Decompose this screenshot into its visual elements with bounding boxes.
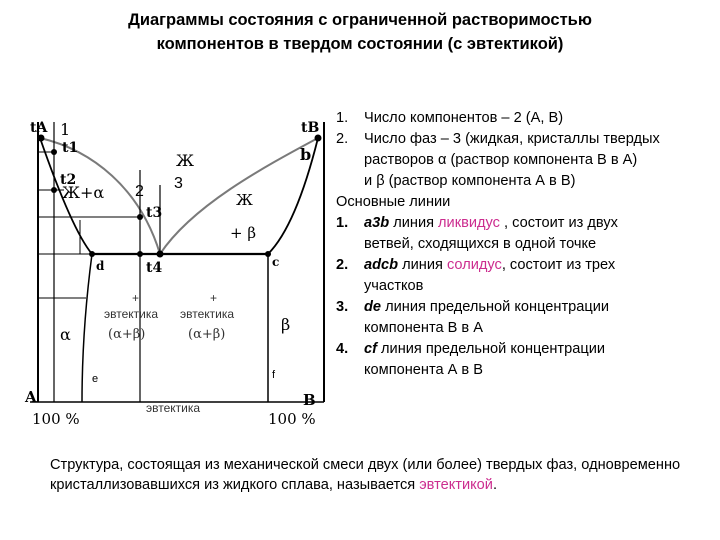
label-t2: t2 bbox=[60, 172, 77, 188]
region-eutectic-left-plus: + bbox=[132, 291, 140, 305]
list-item-liquidus bbox=[330, 213, 718, 234]
main-lines-heading bbox=[330, 192, 718, 213]
list-text: Число компонентов – 2 (А, В) bbox=[364, 110, 564, 126]
list-text: Число фаз – 3 (жидкая, кристаллы твердых bbox=[364, 131, 660, 147]
point-c bbox=[265, 251, 271, 257]
label-t3: t3 bbox=[146, 205, 163, 221]
list-text: ветвей, сходящихся в одной точке bbox=[364, 236, 597, 252]
point-t3 bbox=[137, 214, 143, 220]
region-eutectic-right-formula: (α+β) bbox=[188, 327, 226, 342]
list-number: 1. bbox=[336, 215, 349, 231]
label-e: e bbox=[92, 373, 99, 385]
point-eutectic bbox=[157, 251, 164, 258]
list-text: и β (раствор компонента А в В) bbox=[364, 173, 576, 189]
definition-text: Структура, состоящая из механической смеси двух (или более) твердых фаз, одновременно кристаллизовавшихся из жидкого сплава, называется bbox=[50, 457, 681, 493]
eutectic-definition bbox=[50, 455, 700, 495]
label-f: f bbox=[272, 369, 276, 381]
definition-end: . bbox=[492, 477, 498, 493]
line-name: а3b bbox=[364, 215, 390, 231]
region-liquid-beta-top: Ж bbox=[236, 191, 253, 209]
label-B: B bbox=[303, 391, 316, 409]
region-alpha: α bbox=[60, 325, 71, 344]
list-text: , состоит из двух bbox=[499, 215, 618, 231]
list-text: линия bbox=[398, 257, 447, 273]
list-item-phases-cont bbox=[330, 171, 718, 192]
page-title: Диаграммы состояния с ограниченной растворимостью компонентов в твердом состоянии (с эвтектикой) bbox=[128, 11, 592, 53]
line-name: adcb bbox=[364, 257, 399, 273]
label-tA: tA bbox=[30, 120, 48, 136]
list-item-solvus-de-cont bbox=[330, 318, 718, 339]
list-item-phases-cont bbox=[330, 150, 718, 171]
list-number: 1. bbox=[336, 110, 349, 126]
region-liquid-alpha: Ж+α bbox=[62, 183, 105, 202]
label-t4: t4 bbox=[146, 260, 163, 276]
region-eutectic-right-name: эвтектика bbox=[180, 307, 235, 321]
list-text: линия предельной концентрации bbox=[381, 299, 610, 315]
region-eutectic-left-formula: (α+β) bbox=[108, 327, 146, 342]
line-name: de bbox=[364, 299, 382, 315]
heading-text: Основные линии bbox=[336, 194, 451, 210]
solvus-de bbox=[82, 254, 92, 402]
list-text: линия предельной концентрации bbox=[376, 341, 606, 357]
region-eutectic-left-name: эвтектика bbox=[104, 307, 159, 321]
label-d: d bbox=[96, 259, 105, 273]
region-eutectic-right-plus: + bbox=[210, 291, 218, 305]
properties-list bbox=[330, 108, 718, 381]
list-item-solidus bbox=[330, 255, 718, 276]
list-number: 3. bbox=[336, 299, 349, 315]
label-3: 3 bbox=[174, 175, 183, 192]
term-eutectic: эвтектикой bbox=[419, 477, 493, 493]
list-item-phases bbox=[330, 129, 718, 150]
term-solidus: солидус bbox=[446, 257, 502, 273]
list-text: участков bbox=[364, 278, 424, 294]
list-item-liquidus-cont bbox=[330, 234, 718, 255]
region-beta: β bbox=[281, 315, 291, 334]
point-t1 bbox=[51, 149, 57, 155]
list-text: компонента А в В bbox=[364, 362, 483, 378]
list-item-solvus-cf-cont bbox=[330, 360, 718, 381]
list-number: 2. bbox=[336, 131, 349, 147]
list-text: растворов α (раствор компонента В в А) bbox=[364, 152, 638, 168]
list-number: 2. bbox=[336, 257, 349, 273]
label-c: c bbox=[272, 255, 280, 269]
region-liquid-beta-bottom: + β bbox=[230, 224, 257, 242]
term-liquidus: ликвидус bbox=[438, 215, 500, 231]
label-tB: tB bbox=[301, 120, 320, 136]
label-t1: t1 bbox=[62, 140, 79, 156]
list-item-components bbox=[330, 108, 718, 129]
line-name: cf bbox=[364, 341, 377, 357]
region-liquid-top: Ж bbox=[176, 151, 194, 170]
percent-right: 100 % bbox=[268, 410, 316, 428]
list-number: 4. bbox=[336, 341, 349, 357]
list-text: линия bbox=[389, 215, 439, 231]
list-item-solvus-cf bbox=[330, 339, 718, 360]
label-b: b bbox=[300, 145, 312, 164]
label-A: A bbox=[25, 388, 37, 406]
list-text: компонента В в А bbox=[364, 320, 483, 336]
point-t2 bbox=[51, 187, 57, 193]
list-item-solidus-cont bbox=[330, 276, 718, 297]
axis-caption-eutectic: эвтектика bbox=[146, 401, 201, 415]
point-d bbox=[89, 251, 95, 257]
point-t4 bbox=[137, 251, 143, 257]
label-2: 2 bbox=[135, 183, 144, 200]
label-1: 1 bbox=[60, 120, 71, 139]
percent-left: 100 % bbox=[32, 410, 80, 428]
list-text: , состоит из трех bbox=[501, 257, 616, 273]
list-item-solvus-de bbox=[330, 297, 718, 318]
